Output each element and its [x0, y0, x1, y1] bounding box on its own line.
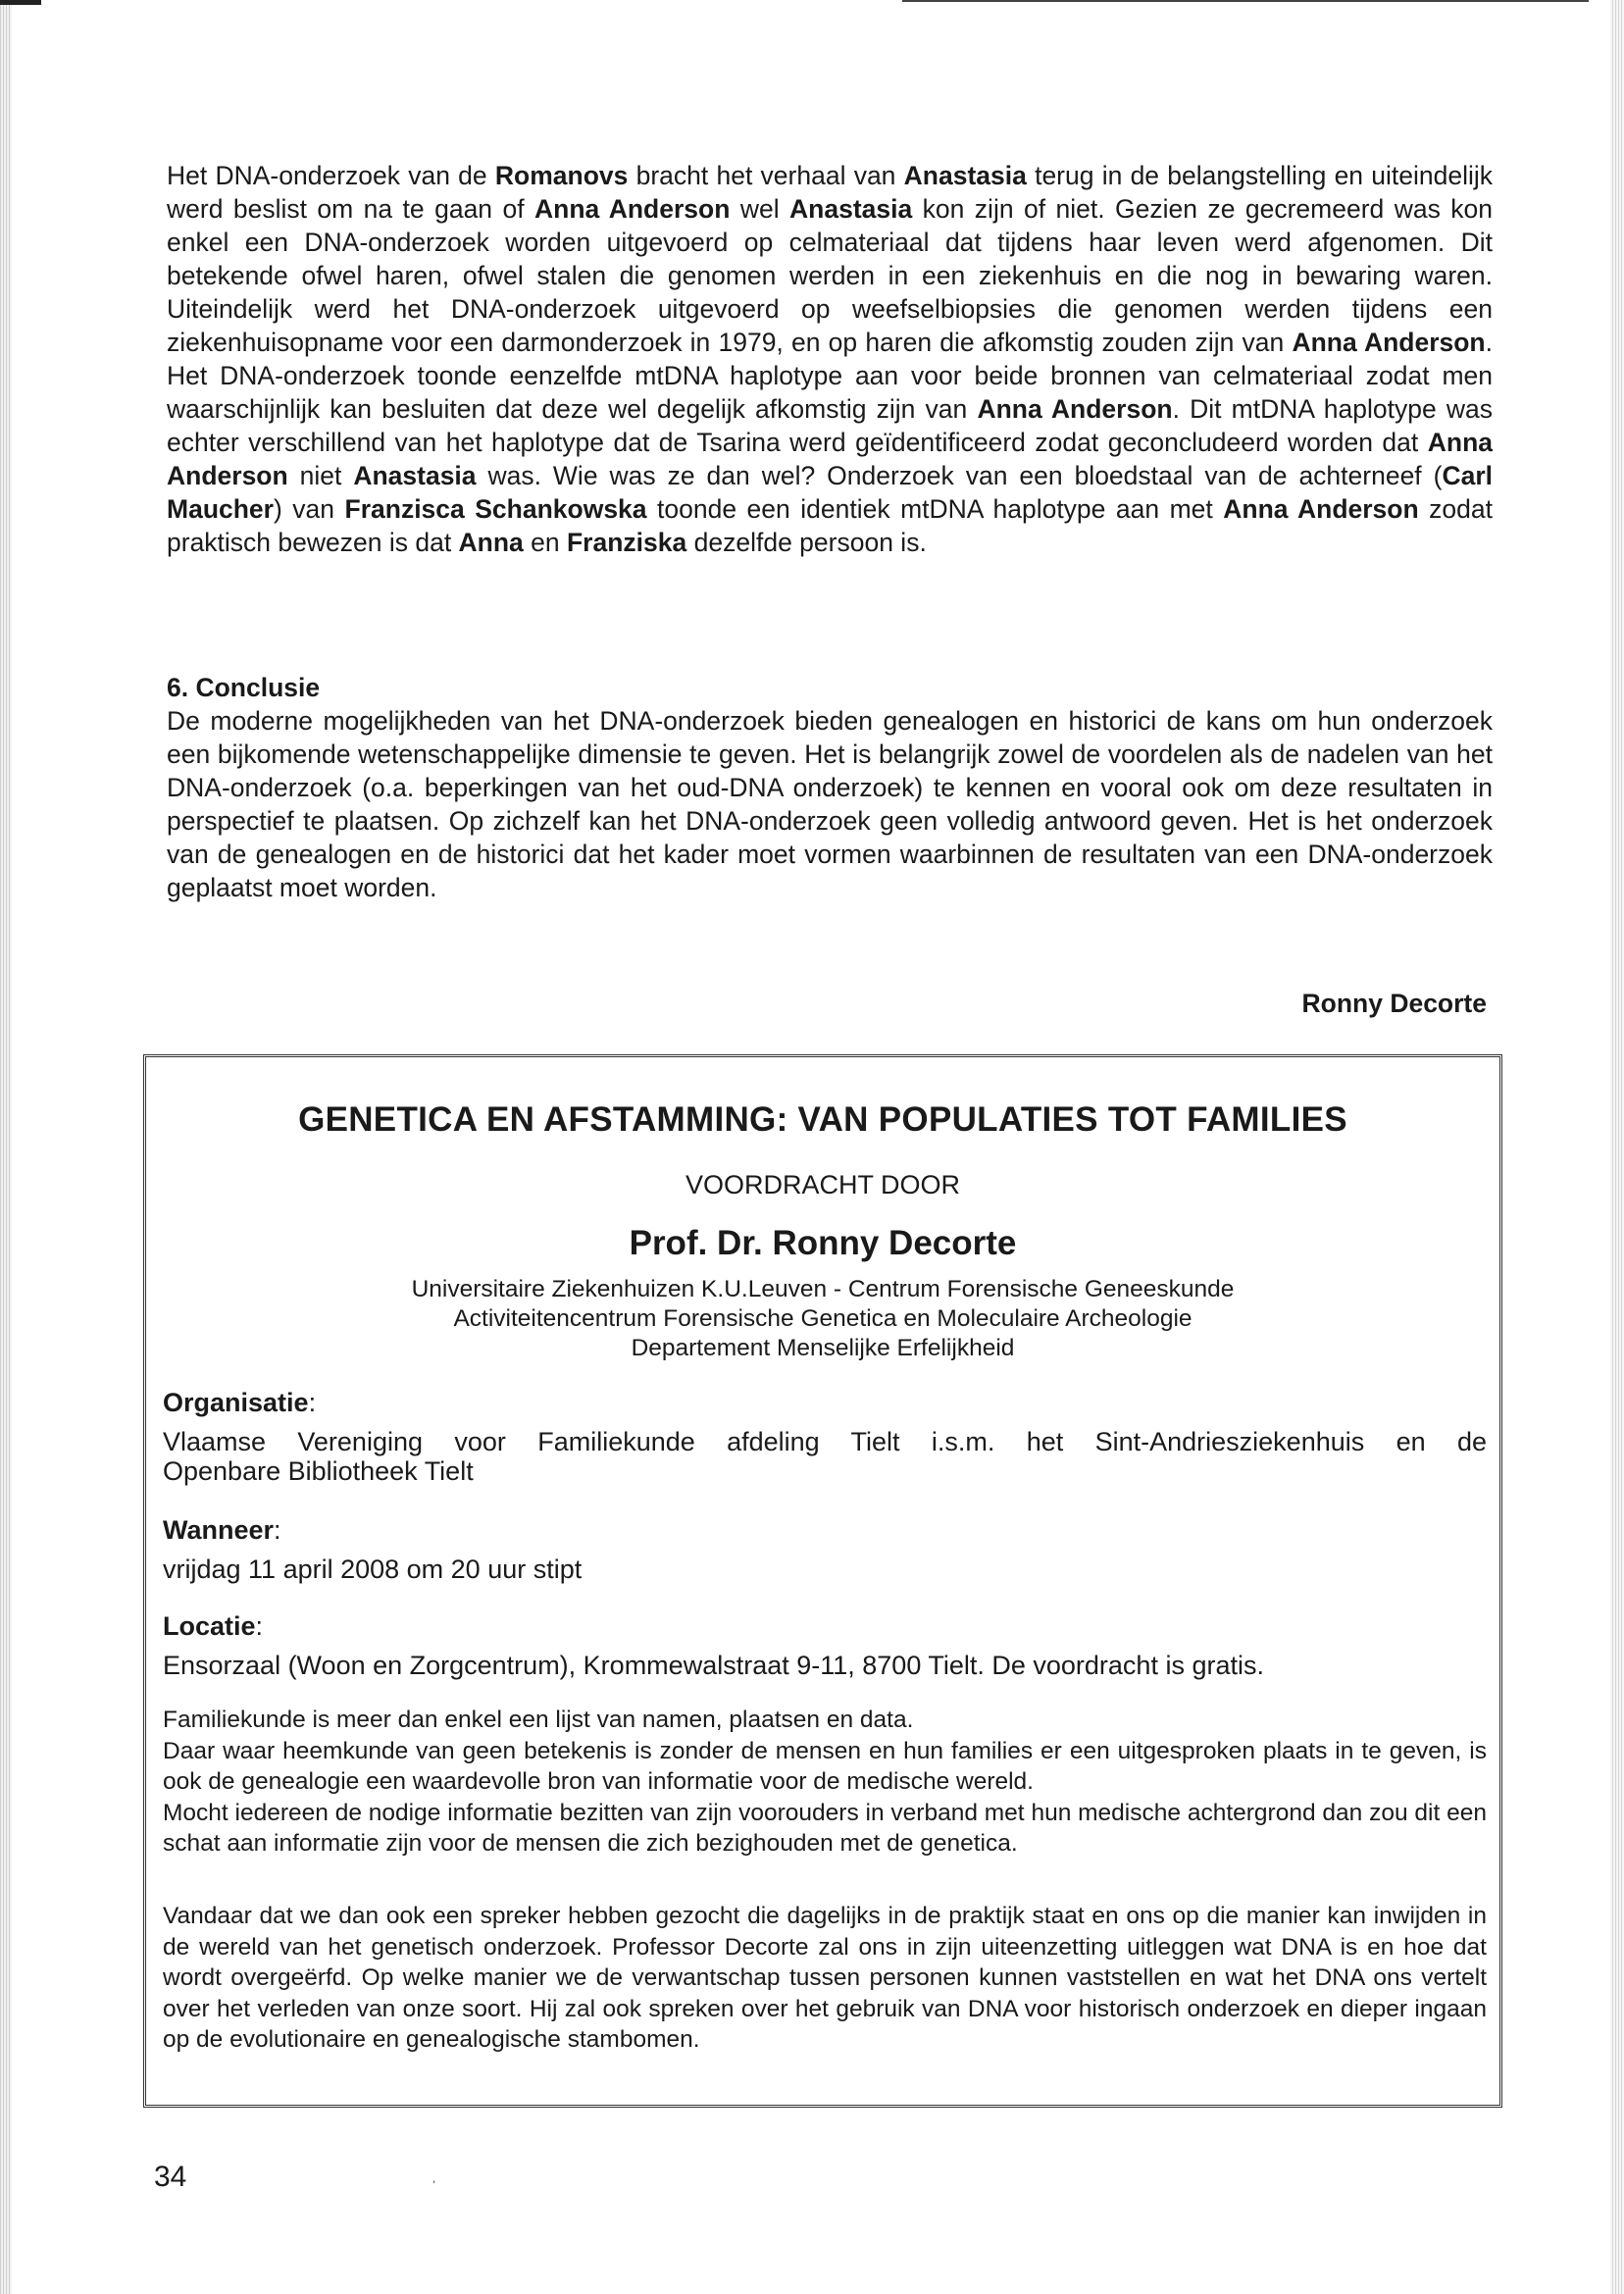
intro-text-segment: was. Wie was ze dan wel? Onderzoek van een bloedstaal van de achterneef (: [476, 461, 1443, 490]
intro-text-segment: wel: [730, 194, 790, 224]
intro-bold-name: Anastasia: [903, 161, 1027, 190]
intro-bold-name: Romanovs: [494, 161, 629, 190]
announcement-title: GENETICA EN AFSTAMMING: VAN POPULATIES TOT FAMILIES: [298, 1100, 1347, 1139]
intro-bold-name: Anna Anderson: [1223, 494, 1419, 524]
affiliation-line: Activiteitencentrum Forensische Genetica en Moleculaire Archeologie: [453, 1305, 1193, 1332]
description-line: Mocht iedereen de nodige informatie bezitten van zijn voorouders in verband met hun medische achtergrond dan zou dit een schat aan informatie zijn voor de mensen die zich bezighouden met de genetica.: [163, 1799, 1487, 1857]
intro-bold-name: Anna: [458, 528, 524, 557]
intro-bold-name: Anastasia: [789, 194, 913, 224]
intro-bold-name: Anna Anderson: [534, 194, 731, 224]
intro-text-segment: bracht het verhaal van: [628, 161, 904, 190]
organisation-value: Vlaamse Vereniging voor Familiekunde afdeling Tielt i.s.m. het Sint-Andriesziekenhuis en de: [163, 1427, 1487, 1456]
intro-bold-name: Franziska: [567, 528, 687, 557]
intro-bold-name: Franzisca Schankowska: [344, 494, 647, 524]
page-number: 34: [154, 2161, 187, 2193]
organisation-value-cont: Openbare Bibliotheek Tielt: [163, 1456, 474, 1486]
description-line: Daar waar heemkunde van geen betekenis is zonder de mensen en hun families er een uitgesproken plaats in te geven, is ook de genealogie een waardevolle bron van informatie voor de medische wereld.: [163, 1737, 1487, 1795]
when-label: Wanneer:: [163, 1515, 281, 1545]
intro-bold-name: Carl Maucher: [167, 461, 1494, 524]
conclusion-heading: 6. Conclusie: [167, 673, 321, 702]
intro-text-segment: . Dit mtDNA haplotype was echter verschillend van het haplotype dat de Tsarina werd geïdentificeerd zodat geconcludeerd worden dat: [167, 394, 1493, 457]
intro-text-segment: en: [523, 528, 567, 557]
intro-bold-name: Anna Anderson: [977, 394, 1173, 424]
conclusion-paragraph: De moderne mogelijkheden van het DNA-onderzoek bieden genealogen en historici de kans om hun onderzoek een bijkomende wetenschappelijke dimensie te geven. Het is belangrijk zowel de voordelen als de nadelen van het DNA-onderzoek (o.a. beperkingen van het oud-DNA onderzoek) te kennen en vooral ook om deze resultaten in perspectief te plaatsen. Op zichzelf kan het DNA-onderzoek geen volledig antwoord geven. Het is het onderzoek van de genealogen en de historici dat het kader moet vormen waarbinnen de resultaten van een DNA-onderzoek geplaatst moet worden.: [167, 706, 1493, 902]
intro-bold-name: Anna Anderson: [1292, 328, 1486, 357]
scan-mark: [0, 0, 41, 5]
description-paragraph-1: [163, 1705, 1487, 1860]
intro-bold-name: Anna Anderson: [167, 428, 1493, 490]
intro-text-segment: . Het DNA-onderzoek toonde eenzelfde mtDNA haplotype aan voor beide bronnen van celmateriaal zodat men waarschijnlijk kan besluiten dat deze wel degelijk afkomstig zijn van: [167, 328, 1493, 424]
location-label: Locatie:: [163, 1611, 264, 1641]
description-line: Familiekunde is meer dan enkel een lijst van namen, plaatsen en data.: [163, 1707, 914, 1733]
organisation-label: Organisatie:: [163, 1388, 317, 1417]
intro-text-segment: ) van: [273, 494, 345, 524]
intro-text-segment: dezelfde persoon is.: [686, 528, 927, 557]
scan-edge-right: [1610, 0, 1624, 2294]
speaker-affiliation: [146, 1275, 1499, 1363]
intro-paragraph: [167, 159, 1493, 559]
intro-text-segment: toonde een identiek mtDNA haplotype aan met: [646, 494, 1224, 524]
announcement-subtitle: VOORDRACHT DOOR: [685, 1170, 961, 1199]
intro-bold-name: Anastasia: [353, 461, 477, 490]
affiliation-line: Universitaire Ziekenhuizen K.U.Leuven - Centrum Forensische Geneeskunde: [411, 1276, 1235, 1302]
scan-edge-left: [0, 0, 12, 2294]
intro-text-segment: Het DNA-onderzoek van de: [167, 161, 495, 190]
speaker-name: Prof. Dr. Ronny Decorte: [629, 1224, 1017, 1262]
scan-speck: ˌ: [431, 2167, 437, 2184]
lecture-announcement-box: [143, 1054, 1502, 2108]
scan-line: [902, 0, 1589, 2]
when-value: vrijdag 11 april 2008 om 20 uur stipt: [163, 1555, 583, 1584]
intro-text-segment: kon zijn of niet. Gezien ze gecremeerd was kon enkel een DNA-onderzoek worden uitgevoerd op celmateriaal dat tijdens haar leven werd afgenomen. Dit betekende ofwel haren, ofwel stalen die genomen werden in een ziekenhuis en die nog in bewaring waren. Uiteindelijk werd het DNA-onderzoek uitgevoerd op weefselbiopsies die genomen werden tijdens een ziekenhuisopname voor een darmonderzoek in 1979, en op haren die afkomstig zouden zijn van: [167, 194, 1493, 357]
description-paragraph-2: Vandaar dat we dan ook een spreker hebben gezocht die dagelijks in de praktijk staat en ons op die manier kan inwijden in de wereld van het genetisch onderzoek. Professor Decorte zal ons in zijn uiteenzetting uitleggen wat DNA is en hoe dat wordt overgeërfd. Op welke manier we de verwantschap tussen personen kunnen vaststellen en wat het DNA ons vertelt over het verleden van onze soort. Hij zal ook spreken over het gebruik van DNA voor historisch onderzoek en dieper ingaan op de evolutionaire en genealogische stambomen.: [163, 1903, 1487, 2053]
author-signature: Ronny Decorte: [1301, 989, 1487, 1018]
intro-text-segment: terug in de belangstelling en uiteindelijk werd beslist om na te gaan of: [167, 161, 1494, 224]
intro-text-segment: niet: [287, 461, 354, 490]
affiliation-line: Departement Menselijke Erfelijkheid: [631, 1335, 1015, 1361]
intro-text-segment: zodat praktisch bewezen is dat: [167, 494, 1493, 557]
location-value: Ensorzaal (Woon en Zorgcentrum), Krommewalstraat 9-11, 8700 Tielt. De voordracht is gratis.: [163, 1651, 1264, 1680]
